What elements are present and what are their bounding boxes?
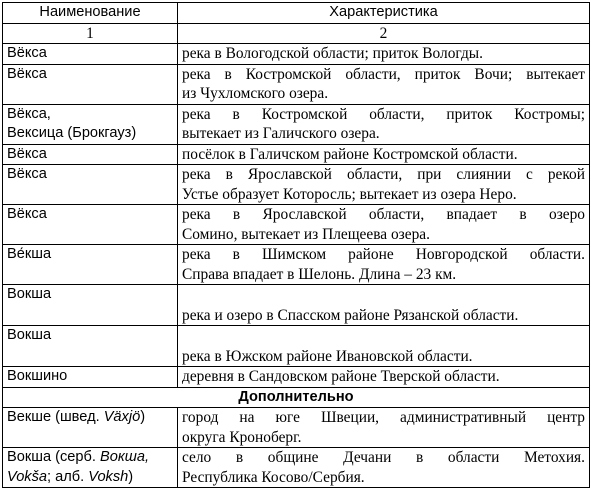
row-description: река в Южском районе Ивановской области. bbox=[178, 326, 590, 367]
row-name: Вёкса bbox=[3, 165, 178, 205]
row-description: город на юге Швеции, административный центр округа Кроноберг. bbox=[178, 408, 590, 448]
row-description: село в общине Дечани в области Метохия. Республика Косово/Сербия. bbox=[178, 448, 590, 488]
table-row bbox=[3, 44, 590, 65]
row-name: Вёкса bbox=[3, 205, 178, 245]
row-description: деревня в Сандовском районе Тверской области. bbox=[178, 367, 590, 388]
column-number-row bbox=[3, 23, 590, 44]
table-row bbox=[3, 367, 590, 388]
row-description: посёлок в Галичском районе Костромской области. bbox=[178, 144, 590, 165]
row-name: Вокша bbox=[3, 326, 178, 367]
row-description: река в Костромской области, приток Костромы; вытекает из Галичского озера. bbox=[178, 104, 590, 144]
row-description: река в Ярославской области, впадает в озеро Сомино, вытекает из Плещеева озера. bbox=[178, 205, 590, 245]
table-row bbox=[3, 326, 590, 367]
row-name: Вёкса bbox=[3, 144, 178, 165]
row-name: Вёкса, Вексица (Брокгауз) bbox=[3, 104, 178, 144]
table-row bbox=[3, 205, 590, 245]
section-title: Дополнительно bbox=[3, 387, 590, 408]
row-name: Вокша (серб. Вокша, Vokša; алб. Voksh) bbox=[3, 448, 178, 488]
column-number-2: 2 bbox=[178, 23, 590, 44]
row-name: Векше (швед. Växjö) bbox=[3, 408, 178, 448]
row-description: река и озеро в Спасском районе Рязанской области. bbox=[178, 285, 590, 326]
header-row bbox=[3, 3, 590, 24]
row-name: Ве́кша bbox=[3, 245, 178, 285]
toponym-table bbox=[2, 2, 590, 488]
row-name: Вёкса bbox=[3, 44, 178, 65]
document-sheet bbox=[2, 2, 589, 488]
header-characteristic: Характеристика bbox=[178, 3, 590, 24]
table-row bbox=[3, 448, 590, 488]
table-row bbox=[3, 408, 590, 448]
section-row bbox=[3, 387, 590, 408]
row-name: Вокшино bbox=[3, 367, 178, 388]
table-row bbox=[3, 245, 590, 285]
row-description: река в Шимском районе Новгородской области. Справа впадает в Шелонь. Длина – 23 км. bbox=[178, 245, 590, 285]
row-description: река в Костромской области, приток Вочи; вытекает из Чухломского озера. bbox=[178, 64, 590, 104]
table-row bbox=[3, 285, 590, 326]
column-number-1: 1 bbox=[3, 23, 178, 44]
table-row bbox=[3, 144, 590, 165]
table-row bbox=[3, 104, 590, 144]
table-row bbox=[3, 165, 590, 205]
row-name: Вокша bbox=[3, 285, 178, 326]
header-name: Наименование bbox=[3, 3, 178, 24]
row-name: Вёкса bbox=[3, 64, 178, 104]
table-row bbox=[3, 64, 590, 104]
row-description: река в Вологодской области; приток Вологды. bbox=[178, 44, 590, 65]
row-description: река в Ярославской области, при слиянии с рекой Устье образует Которосль; вытекает из озера Неро. bbox=[178, 165, 590, 205]
